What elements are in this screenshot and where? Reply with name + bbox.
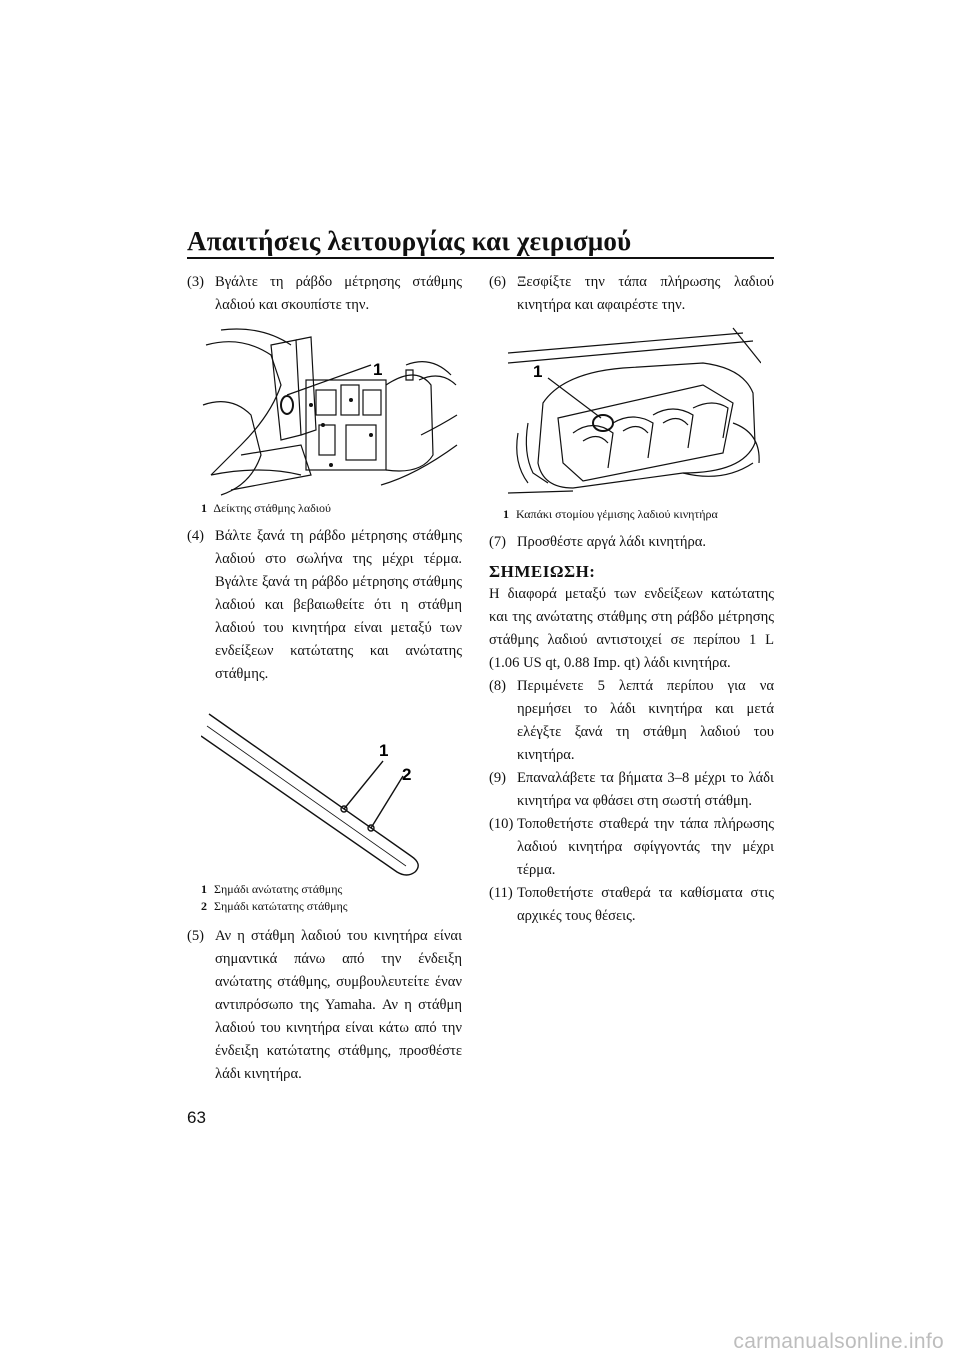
step-number: (6) <box>489 274 507 290</box>
step-text: Επαναλάβετε τα βήματα 3–8 μέχρι το λάδι κινητήρα να φθάσει στη σωστή στάθμη. <box>517 770 774 809</box>
step-text: Περιμένετε 5 λεπτά περίπου για να ηρεμήσει το λάδι κινητήρα και μετά ελέγξτε ξανά τη στάθμη λαδιού του κινητήρα. <box>517 678 774 763</box>
step-number: (3) <box>187 274 205 290</box>
caption-text: Δείκτης στάθμης λαδιού <box>213 501 331 515</box>
figure-2-callout-2: 2 <box>402 765 412 784</box>
note-title: ΣΗΜΕΙΩΣΗ: <box>489 562 596 581</box>
caption-text: Σημάδι ανώτατης στάθμης <box>214 882 343 896</box>
step-6 <box>489 271 774 317</box>
figure-2-caption-2 <box>201 898 462 915</box>
step-text: Ξεσφίξτε την τάπα πλήρωσης λαδιού κινητήρα και αφαιρέστε την. <box>517 274 774 313</box>
step-text: Τοποθετήστε σταθερά τα καθίσματα στις αρχικές τους θέσεις. <box>517 885 774 924</box>
figure-1-callout-1: 1 <box>373 360 383 379</box>
page-title: Απαιτήσεις λειτουργίας και χειρισμού <box>187 226 632 256</box>
figure-3-caption <box>503 506 774 523</box>
step-number: (8) <box>489 678 507 694</box>
step-3 <box>187 271 462 317</box>
watermark-link[interactable]: carmanualsonline.info <box>733 1330 944 1353</box>
caption-number: 1 <box>201 882 207 896</box>
step-9 <box>489 767 774 813</box>
note-body: Η διαφορά μεταξύ των ενδείξεων κατώτατης και της ανώτατης στάθμης στη ράβδο μέτρησης στάθμης λαδιού αντιστοιχεί σε περίπου 1 L (1.06 US qt, 0.88 Imp. qt) λάδι κινητήρα. <box>489 586 774 671</box>
figure-2-callout-1: 1 <box>379 741 389 760</box>
figure-2-caption-1 <box>201 881 462 898</box>
caption-number: 2 <box>201 899 207 913</box>
step-number: (10) <box>489 816 514 832</box>
caption-text: Καπάκι στομίου γέμισης λαδιού κινητήρα <box>516 507 718 521</box>
step-text: Προσθέστε αργά λάδι κινητήρα. <box>517 534 707 550</box>
step-number: (5) <box>187 928 205 944</box>
step-number: (11) <box>489 885 513 901</box>
step-7 <box>489 531 774 554</box>
figure-oil-filler-cap <box>503 323 761 503</box>
step-text: Βάλτε ξανά τη ράβδο μέτρησης στάθμης λαδιού στο σωλήνα της μέχρι τέρμα. Βγάλτε ξανά τη ράβδο μέτρησης στάθμης λαδιού και βεβαιωθείτε ότι η στάθμη λαδιού του κινητήρα είναι μεταξύ των ενδείξεων κατώτατης και ανώτατης στάθμης. <box>215 528 462 682</box>
step-5 <box>187 925 462 1086</box>
caption-number: 1 <box>201 501 207 515</box>
page-number: 63 <box>187 1108 206 1127</box>
figure-3-callout-1: 1 <box>533 362 543 381</box>
step-4 <box>187 525 462 686</box>
step-text: Τοποθετήστε σταθερά την τάπα πλήρωσης λαδιού κινητήρα σφίγγοντάς την μέχρι τέρμα. <box>517 816 774 878</box>
step-10 <box>489 813 774 882</box>
right-column <box>489 271 774 928</box>
step-text: Βγάλτε τη ράβδο μέτρησης στάθμης λαδιού και σκουπίστε την. <box>215 274 462 313</box>
caption-text: Σημάδι κατώτατης στάθμης <box>214 899 348 913</box>
step-11 <box>489 882 774 928</box>
header-rule <box>187 257 774 259</box>
figure-dipstick-location <box>201 325 459 497</box>
engine-cover-illustration <box>503 323 761 503</box>
step-text: Αν η στάθμη λαδιού του κινητήρα είναι σημαντικά πάνω από την ένδειξη ανώτατης στάθμης, συμβουλευτείτε έναν αντιπρόσωπο της Yamaha. Αν η στάθμη λαδιού του κινητήρα είναι κάτω από την ένδειξη κατώτατης στάθμης, προσθέστε λάδι κινητήρα. <box>215 928 462 1082</box>
step-number: (7) <box>489 534 507 550</box>
step-number: (9) <box>489 770 507 786</box>
step-number: (4) <box>187 528 205 544</box>
figure-1-caption <box>201 500 462 517</box>
dipstick-illustration <box>201 696 459 878</box>
step-8 <box>489 675 774 767</box>
figure-dipstick-marks <box>201 696 459 878</box>
caption-number: 1 <box>503 507 509 521</box>
engine-dipstick-illustration <box>201 325 459 497</box>
left-column <box>187 271 462 1086</box>
